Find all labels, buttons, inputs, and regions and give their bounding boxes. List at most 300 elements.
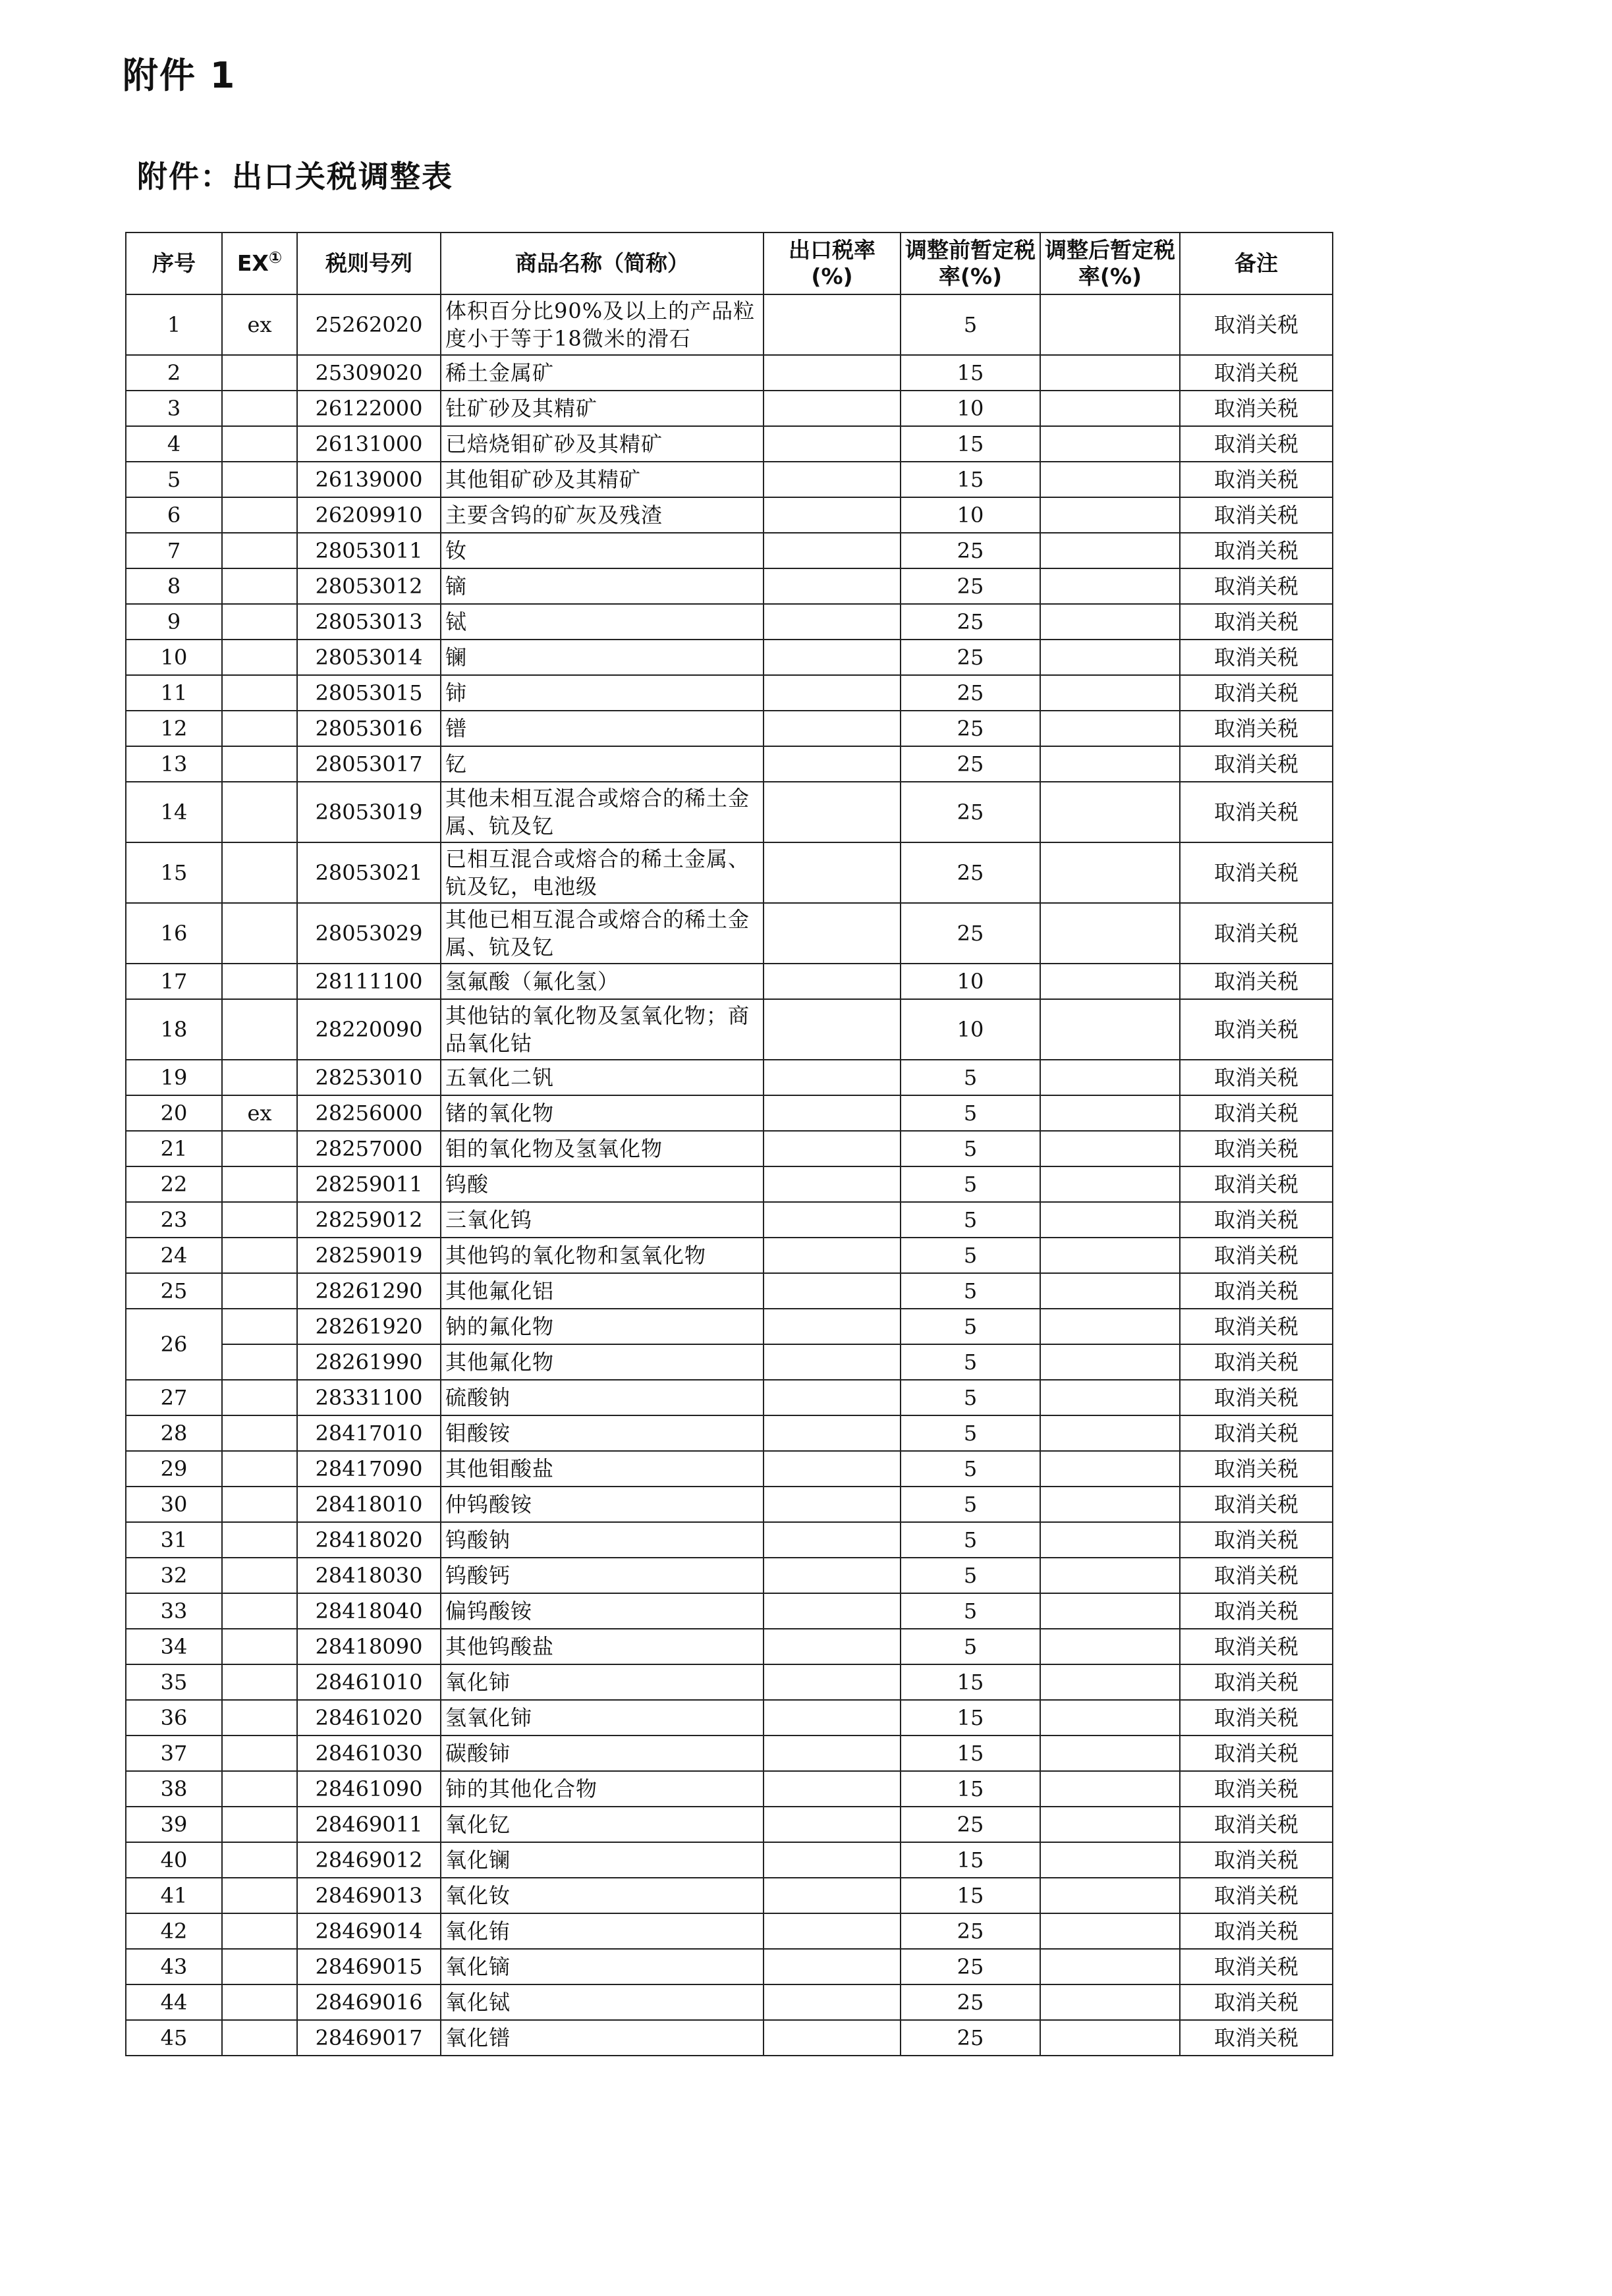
table-row	[126, 2020, 1333, 2056]
cell-code: 26139000	[297, 462, 441, 497]
cell-seq: 18	[126, 999, 222, 1060]
cell-after	[1040, 355, 1180, 391]
table-row	[126, 1700, 1333, 1736]
export-tariff-table	[125, 232, 1333, 2056]
cell-name: 氧化镨	[441, 2020, 764, 2056]
cell-name: 氢氧化铈	[441, 1700, 764, 1736]
cell-name: 氧化镧	[441, 1842, 764, 1878]
cell-note: 取消关税	[1180, 711, 1333, 746]
cell-code: 28469017	[297, 2020, 441, 2056]
cell-note: 取消关税	[1180, 497, 1333, 533]
cell-seq: 17	[126, 964, 222, 999]
cell-rate	[764, 1451, 901, 1487]
cell-ex	[222, 1166, 297, 1202]
header-code: 税则号列	[297, 232, 441, 294]
cell-seq: 27	[126, 1380, 222, 1415]
cell-ex	[222, 842, 297, 903]
cell-note: 取消关税	[1180, 2020, 1333, 2056]
cell-code: 28261920	[297, 1309, 441, 1344]
cell-ex	[222, 568, 297, 604]
table-row	[126, 1771, 1333, 1807]
cell-code: 28111100	[297, 964, 441, 999]
cell-seq: 31	[126, 1522, 222, 1558]
cell-seq: 1	[126, 294, 222, 355]
cell-name: 钨酸钙	[441, 1558, 764, 1593]
cell-before: 15	[901, 1771, 1040, 1807]
cell-after	[1040, 1202, 1180, 1238]
cell-code: 28331100	[297, 1380, 441, 1415]
cell-before: 25	[901, 533, 1040, 568]
cell-name: 钨酸	[441, 1166, 764, 1202]
cell-name: 钼的氧化物及氢氧化物	[441, 1131, 764, 1166]
cell-ex	[222, 1309, 297, 1344]
cell-code: 28469012	[297, 1842, 441, 1878]
cell-rate	[764, 1593, 901, 1629]
cell-note: 取消关税	[1180, 964, 1333, 999]
table-row	[126, 426, 1333, 462]
cell-code: 28418010	[297, 1487, 441, 1522]
cell-note: 取消关税	[1180, 1344, 1333, 1380]
cell-ex	[222, 1344, 297, 1380]
cell-seq: 24	[126, 1238, 222, 1273]
cell-code: 28220090	[297, 999, 441, 1060]
table-row	[126, 1842, 1333, 1878]
table-row	[126, 746, 1333, 782]
table-row	[126, 903, 1333, 964]
cell-note: 取消关税	[1180, 999, 1333, 1060]
cell-code: 26122000	[297, 391, 441, 426]
cell-code: 28418040	[297, 1593, 441, 1629]
cell-before: 25	[901, 1984, 1040, 2020]
cell-after	[1040, 999, 1180, 1060]
cell-ex	[222, 1984, 297, 2020]
table-row	[126, 1309, 1333, 1344]
cell-after	[1040, 675, 1180, 711]
cell-ex	[222, 1664, 297, 1700]
cell-rate	[764, 1380, 901, 1415]
cell-note: 取消关税	[1180, 1984, 1333, 2020]
cell-code: 28259011	[297, 1166, 441, 1202]
cell-rate	[764, 294, 901, 355]
cell-ex: ex	[222, 1095, 297, 1131]
cell-name: 已相互混合或熔合的稀土金属、钪及钇，电池级	[441, 842, 764, 903]
cell-after	[1040, 1878, 1180, 1913]
table-row	[126, 1593, 1333, 1629]
cell-rate	[764, 964, 901, 999]
cell-after	[1040, 1166, 1180, 1202]
cell-before: 15	[901, 1664, 1040, 1700]
cell-seq: 38	[126, 1771, 222, 1807]
cell-ex	[222, 903, 297, 964]
cell-code: 28469013	[297, 1878, 441, 1913]
table-row	[126, 711, 1333, 746]
cell-before: 25	[901, 2020, 1040, 2056]
cell-name: 钕	[441, 533, 764, 568]
cell-before: 5	[901, 1238, 1040, 1273]
cell-ex	[222, 1736, 297, 1771]
cell-after	[1040, 391, 1180, 426]
cell-note: 取消关税	[1180, 1202, 1333, 1238]
cell-name: 其他已相互混合或熔合的稀土金属、钪及钇	[441, 903, 764, 964]
cell-after	[1040, 1736, 1180, 1771]
cell-after	[1040, 1380, 1180, 1415]
cell-seq: 10	[126, 640, 222, 675]
cell-seq: 20	[126, 1095, 222, 1131]
cell-after	[1040, 1949, 1180, 1984]
cell-before: 25	[901, 711, 1040, 746]
cell-name: 仲钨酸铵	[441, 1487, 764, 1522]
cell-after	[1040, 1344, 1180, 1380]
cell-name: 钍矿砂及其精矿	[441, 391, 764, 426]
cell-before: 25	[901, 903, 1040, 964]
table-row	[126, 1629, 1333, 1664]
cell-note: 取消关税	[1180, 1166, 1333, 1202]
cell-ex	[222, 1629, 297, 1664]
table-row	[126, 533, 1333, 568]
cell-after	[1040, 1629, 1180, 1664]
cell-rate	[764, 1984, 901, 2020]
cell-rate	[764, 1309, 901, 1344]
cell-ex	[222, 1558, 297, 1593]
table-row	[126, 964, 1333, 999]
cell-rate	[764, 1344, 901, 1380]
cell-note: 取消关税	[1180, 1736, 1333, 1771]
cell-code: 28461030	[297, 1736, 441, 1771]
cell-note: 取消关税	[1180, 533, 1333, 568]
cell-code: 28461010	[297, 1664, 441, 1700]
cell-after	[1040, 1131, 1180, 1166]
cell-name: 氧化铈	[441, 1664, 764, 1700]
cell-rate	[764, 842, 901, 903]
cell-after	[1040, 294, 1180, 355]
cell-note: 取消关税	[1180, 1558, 1333, 1593]
cell-after	[1040, 1913, 1180, 1949]
cell-code: 28259019	[297, 1238, 441, 1273]
table-row	[126, 675, 1333, 711]
cell-seq: 44	[126, 1984, 222, 2020]
cell-note: 取消关税	[1180, 1380, 1333, 1415]
table-row	[126, 842, 1333, 903]
cell-after	[1040, 903, 1180, 964]
cell-code: 28418090	[297, 1629, 441, 1664]
table-row	[126, 1166, 1333, 1202]
table-row	[126, 1380, 1333, 1415]
cell-seq: 11	[126, 675, 222, 711]
table-row	[126, 1415, 1333, 1451]
cell-seq: 26	[126, 1309, 222, 1380]
cell-seq: 3	[126, 391, 222, 426]
cell-seq: 4	[126, 426, 222, 462]
cell-before: 5	[901, 1344, 1040, 1380]
cell-name: 碳酸铈	[441, 1736, 764, 1771]
cell-code: 26209910	[297, 497, 441, 533]
cell-before: 25	[901, 675, 1040, 711]
cell-seq: 25	[126, 1273, 222, 1309]
cell-before: 5	[901, 1380, 1040, 1415]
cell-note: 取消关税	[1180, 1700, 1333, 1736]
cell-after	[1040, 1309, 1180, 1344]
cell-before: 25	[901, 1949, 1040, 1984]
cell-code: 28053021	[297, 842, 441, 903]
table-row	[126, 1913, 1333, 1949]
cell-code: 28053015	[297, 675, 441, 711]
cell-seq: 29	[126, 1451, 222, 1487]
cell-name: 三氧化钨	[441, 1202, 764, 1238]
header-ex	[222, 232, 297, 294]
cell-seq: 33	[126, 1593, 222, 1629]
cell-name: 镝	[441, 568, 764, 604]
table-row	[126, 640, 1333, 675]
cell-name: 钠的氟化物	[441, 1309, 764, 1344]
cell-note: 取消关税	[1180, 1309, 1333, 1344]
cell-ex	[222, 1380, 297, 1415]
cell-note: 取消关税	[1180, 1415, 1333, 1451]
cell-after	[1040, 533, 1180, 568]
cell-code: 28257000	[297, 1131, 441, 1166]
header-name: 商品名称（简称）	[441, 232, 764, 294]
cell-note: 取消关税	[1180, 1807, 1333, 1842]
cell-name: 钇	[441, 746, 764, 782]
header-before: 调整前暂定税率(%)	[901, 232, 1040, 294]
table-row	[126, 1807, 1333, 1842]
cell-rate	[764, 497, 901, 533]
cell-seq: 21	[126, 1131, 222, 1166]
cell-before: 5	[901, 294, 1040, 355]
cell-seq: 30	[126, 1487, 222, 1522]
cell-ex	[222, 999, 297, 1060]
cell-seq: 45	[126, 2020, 222, 2056]
cell-rate	[764, 391, 901, 426]
cell-before: 25	[901, 782, 1040, 842]
cell-note: 取消关税	[1180, 1522, 1333, 1558]
cell-note: 取消关税	[1180, 1060, 1333, 1095]
cell-ex	[222, 497, 297, 533]
cell-note: 取消关税	[1180, 1095, 1333, 1131]
cell-note: 取消关税	[1180, 1131, 1333, 1166]
cell-ex	[222, 1700, 297, 1736]
cell-rate	[764, 1842, 901, 1878]
cell-rate	[764, 1807, 901, 1842]
footnote-marker: ①	[268, 248, 283, 267]
cell-ex	[222, 1949, 297, 1984]
table-row	[126, 462, 1333, 497]
cell-before: 25	[901, 746, 1040, 782]
table-row	[126, 568, 1333, 604]
cell-code: 28053029	[297, 903, 441, 964]
table-row	[126, 391, 1333, 426]
cell-ex	[222, 1771, 297, 1807]
table-row	[126, 1451, 1333, 1487]
cell-after	[1040, 1522, 1180, 1558]
cell-rate	[764, 1700, 901, 1736]
table-row	[126, 1273, 1333, 1309]
cell-seq: 16	[126, 903, 222, 964]
cell-seq: 35	[126, 1664, 222, 1700]
cell-rate	[764, 1522, 901, 1558]
cell-before: 5	[901, 1273, 1040, 1309]
cell-code: 28053013	[297, 604, 441, 640]
cell-rate	[764, 1238, 901, 1273]
cell-rate	[764, 604, 901, 640]
cell-name: 其他钨酸盐	[441, 1629, 764, 1664]
cell-before: 25	[901, 1807, 1040, 1842]
table-row	[126, 1060, 1333, 1095]
cell-code: 28253010	[297, 1060, 441, 1095]
cell-before: 25	[901, 640, 1040, 675]
cell-name: 氧化钇	[441, 1807, 764, 1842]
cell-note: 取消关税	[1180, 675, 1333, 711]
cell-name: 体积百分比90%及以上的产品粒度小于等于18微米的滑石	[441, 294, 764, 355]
cell-note: 取消关税	[1180, 1913, 1333, 1949]
cell-name: 其他钨的氧化物和氢氧化物	[441, 1238, 764, 1273]
cell-ex	[222, 1131, 297, 1166]
cell-after	[1040, 1558, 1180, 1593]
cell-after	[1040, 1060, 1180, 1095]
cell-after	[1040, 1273, 1180, 1309]
cell-after	[1040, 2020, 1180, 2056]
cell-name: 氧化镝	[441, 1949, 764, 1984]
cell-rate	[764, 903, 901, 964]
cell-ex	[222, 1202, 297, 1238]
cell-ex	[222, 1522, 297, 1558]
cell-before: 15	[901, 1736, 1040, 1771]
cell-note: 取消关税	[1180, 782, 1333, 842]
cell-note: 取消关税	[1180, 462, 1333, 497]
cell-rate	[764, 1878, 901, 1913]
cell-seq: 34	[126, 1629, 222, 1664]
cell-rate	[764, 1415, 901, 1451]
cell-code: 25309020	[297, 355, 441, 391]
cell-note: 取消关税	[1180, 1949, 1333, 1984]
cell-name: 锗的氧化物	[441, 1095, 764, 1131]
cell-name: 其他钴的氧化物及氢氧化物；商品氧化钴	[441, 999, 764, 1060]
cell-after	[1040, 1593, 1180, 1629]
cell-rate	[764, 782, 901, 842]
cell-before: 15	[901, 355, 1040, 391]
cell-after	[1040, 711, 1180, 746]
cell-rate	[764, 675, 901, 711]
cell-rate	[764, 1771, 901, 1807]
cell-rate	[764, 1202, 901, 1238]
cell-before: 5	[901, 1060, 1040, 1095]
table-row	[126, 1202, 1333, 1238]
cell-rate	[764, 640, 901, 675]
cell-rate	[764, 746, 901, 782]
cell-after	[1040, 1700, 1180, 1736]
cell-code: 28053017	[297, 746, 441, 782]
cell-note: 取消关税	[1180, 426, 1333, 462]
cell-name: 硫酸钠	[441, 1380, 764, 1415]
cell-seq: 39	[126, 1807, 222, 1842]
cell-note: 取消关税	[1180, 1451, 1333, 1487]
cell-name: 其他氟化物	[441, 1344, 764, 1380]
cell-before: 15	[901, 1878, 1040, 1913]
cell-rate	[764, 1131, 901, 1166]
cell-before: 5	[901, 1593, 1040, 1629]
table-row	[126, 1238, 1333, 1273]
cell-ex	[222, 604, 297, 640]
cell-after	[1040, 842, 1180, 903]
table-row	[126, 355, 1333, 391]
cell-rate	[764, 355, 901, 391]
cell-name: 氢氟酸（氟化氢）	[441, 964, 764, 999]
cell-before: 5	[901, 1415, 1040, 1451]
cell-note: 取消关税	[1180, 391, 1333, 426]
table-row	[126, 1736, 1333, 1771]
cell-code: 28261290	[297, 1273, 441, 1309]
cell-seq: 2	[126, 355, 222, 391]
cell-after	[1040, 964, 1180, 999]
cell-rate	[764, 2020, 901, 2056]
cell-after	[1040, 640, 1180, 675]
cell-rate	[764, 1664, 901, 1700]
cell-rate	[764, 711, 901, 746]
cell-seq: 36	[126, 1700, 222, 1736]
cell-note: 取消关税	[1180, 746, 1333, 782]
cell-ex	[222, 426, 297, 462]
cell-seq: 41	[126, 1878, 222, 1913]
cell-ex	[222, 964, 297, 999]
cell-note: 取消关税	[1180, 1238, 1333, 1273]
cell-ex	[222, 675, 297, 711]
header-after: 调整后暂定税率(%)	[1040, 232, 1180, 294]
cell-rate	[764, 426, 901, 462]
cell-note: 取消关税	[1180, 1273, 1333, 1309]
cell-rate	[764, 1060, 901, 1095]
cell-before: 25	[901, 568, 1040, 604]
cell-before: 15	[901, 1842, 1040, 1878]
cell-after	[1040, 1451, 1180, 1487]
cell-code: 28469011	[297, 1807, 441, 1842]
table-title: 附件：出口关税调整表	[137, 159, 453, 194]
cell-before: 25	[901, 1913, 1040, 1949]
cell-seq: 42	[126, 1913, 222, 1949]
cell-seq: 5	[126, 462, 222, 497]
cell-note: 取消关税	[1180, 1842, 1333, 1878]
cell-code: 28469014	[297, 1913, 441, 1949]
table-row	[126, 1558, 1333, 1593]
cell-name: 镧	[441, 640, 764, 675]
cell-rate	[764, 462, 901, 497]
cell-ex	[222, 1913, 297, 1949]
cell-note: 取消关税	[1180, 294, 1333, 355]
cell-name: 铈	[441, 675, 764, 711]
cell-name: 铽	[441, 604, 764, 640]
cell-seq: 6	[126, 497, 222, 533]
cell-before: 10	[901, 964, 1040, 999]
cell-after	[1040, 1771, 1180, 1807]
cell-code: 28053012	[297, 568, 441, 604]
cell-ex	[222, 711, 297, 746]
cell-code: 28261990	[297, 1344, 441, 1380]
table-row	[126, 1878, 1333, 1913]
cell-rate	[764, 1095, 901, 1131]
cell-before: 5	[901, 1202, 1040, 1238]
cell-ex: ex	[222, 294, 297, 355]
cell-ex	[222, 640, 297, 675]
table-row	[126, 1949, 1333, 1984]
cell-code: 28417090	[297, 1451, 441, 1487]
cell-after	[1040, 568, 1180, 604]
cell-rate	[764, 533, 901, 568]
cell-ex	[222, 1415, 297, 1451]
cell-after	[1040, 426, 1180, 462]
cell-after	[1040, 1664, 1180, 1700]
cell-ex	[222, 1238, 297, 1273]
cell-rate	[764, 1487, 901, 1522]
header-row	[126, 232, 1333, 294]
cell-after	[1040, 1095, 1180, 1131]
